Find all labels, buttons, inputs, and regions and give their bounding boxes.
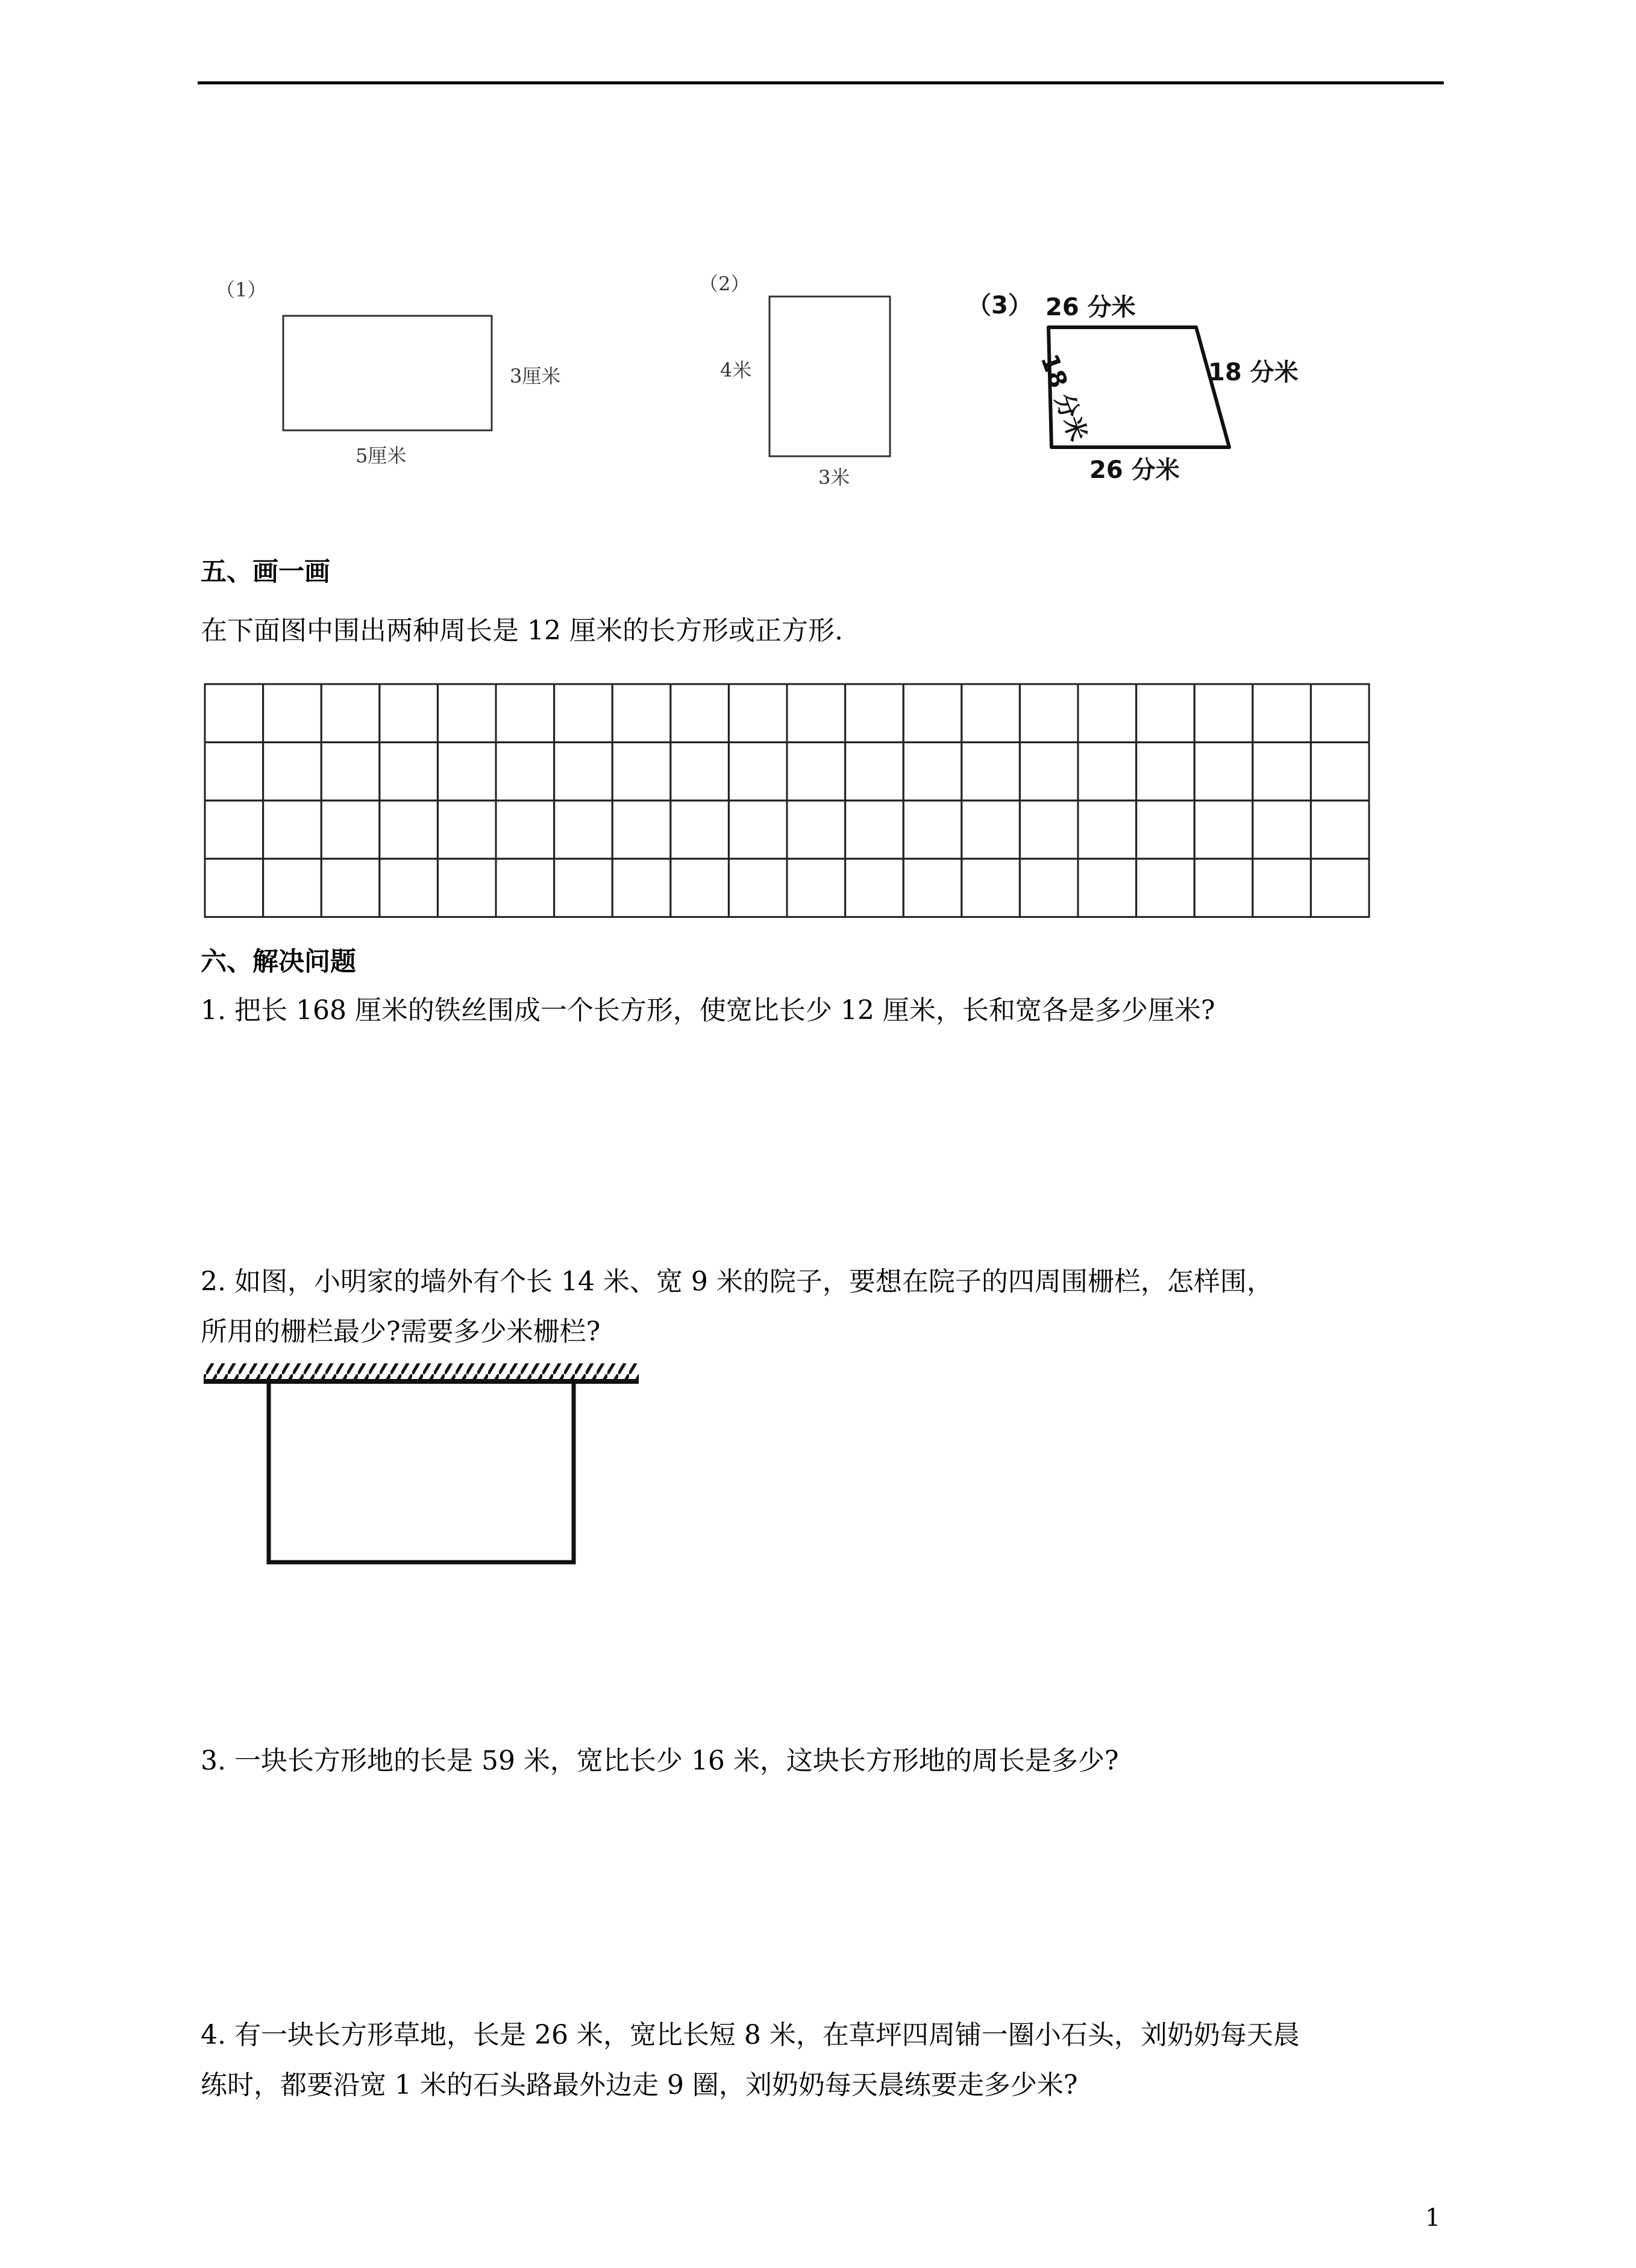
section-5-instruction: 在下面图中围出两种周长是 12 厘米的长方形或正方形. — [201, 615, 843, 646]
question-2-line-2: 所用的栅栏最少?需要多少米栅栏? — [201, 1316, 601, 1347]
figure-1-label: （1） — [216, 278, 267, 301]
wall-hatching — [204, 1363, 639, 1381]
figure-2-width-label: 3米 — [818, 466, 850, 489]
figure-3-label: （3） — [967, 292, 1032, 319]
question-4-line-2: 练时，都要沿宽 1 米的石头路最外边走 9 圈，刘奶奶每天晨练要走多少米? — [201, 2070, 1078, 2100]
section-5-title: 五、画一画 — [201, 557, 330, 587]
figure-1-width-label: 5厘米 — [356, 444, 407, 467]
question-2-line-1: 2. 如图，小明家的墙外有个长 14 米、宽 9 米的院子，要想在院子的四周围栅栏，怎样围， — [201, 1266, 1273, 1297]
section-6-title: 六、解决问题 — [201, 947, 356, 977]
figure-2-label: （2） — [699, 272, 750, 295]
figure-3-right-label: 18 分米 — [1208, 359, 1299, 386]
figure-3-left-label: 18 分米 — [1035, 350, 1092, 445]
figure-3-bottom-label: 26 分米 — [1089, 456, 1180, 484]
question-1: 1. 把长 168 厘米的铁丝围成一个长方形，使宽比长少 12 厘米，长和宽各是多少厘米? — [201, 995, 1215, 1026]
question-3: 3. 一块长方形地的长是 59 米，宽比长少 16 米，这块长方形地的周长是多少? — [201, 1745, 1119, 1776]
figure-2-height-label: 4米 — [720, 359, 752, 382]
page-number: 1 — [1425, 2204, 1441, 2232]
figure-3-top-label: 26 分米 — [1045, 294, 1136, 321]
courtyard-outline — [269, 1381, 574, 1562]
figure-1-height-label: 3厘米 — [510, 365, 561, 388]
question-4-line-1: 4. 有一块长方形草地，长是 26 米，宽比长短 8 米，在草坪四周铺一圈小石头，刘奶奶每天晨 — [201, 2020, 1300, 2050]
